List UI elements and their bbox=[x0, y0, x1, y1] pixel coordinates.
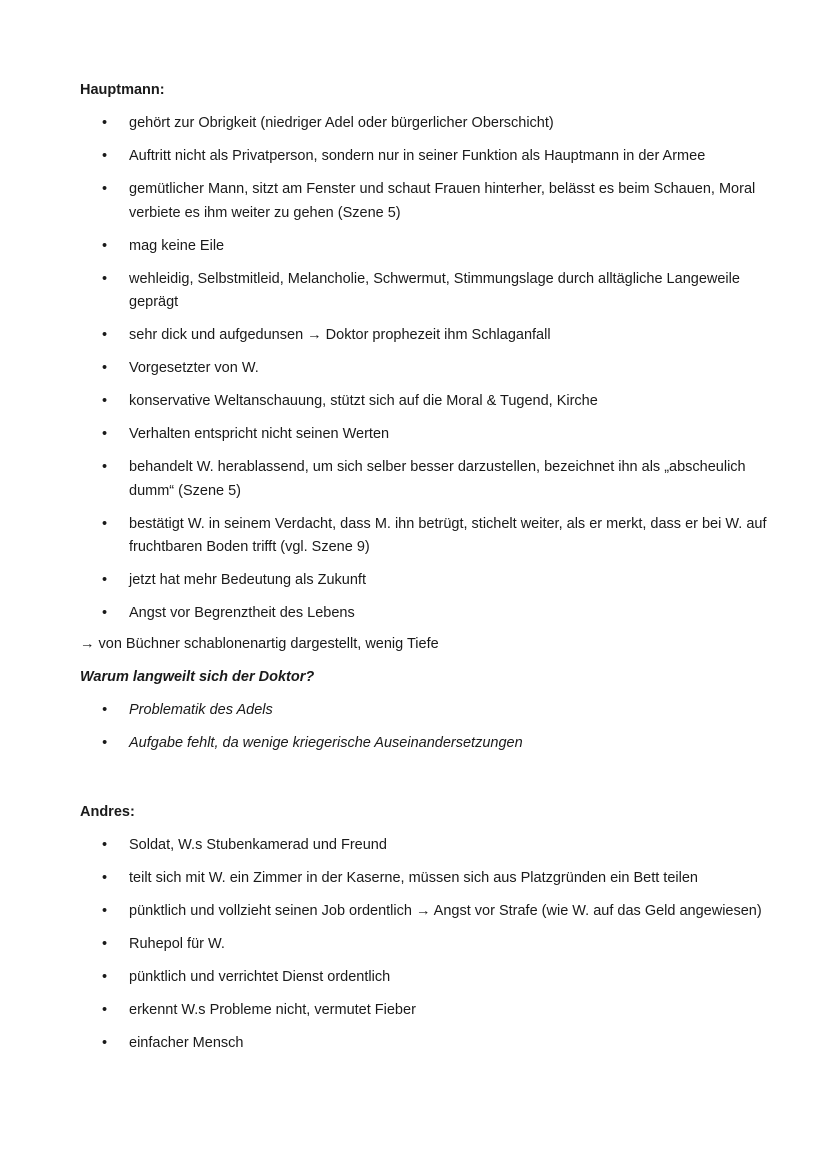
list-item bbox=[80, 456, 768, 503]
list-item-text: konservative Weltanschauung, stützt sich auf die Moral & Tugend, Kirche bbox=[129, 393, 598, 409]
list-item-text: Soldat, W.s Stubenkamerad und Freund bbox=[129, 836, 387, 853]
list-item bbox=[80, 357, 768, 381]
list-item bbox=[80, 235, 768, 259]
list-item-text: gehört zur Obrigkeit (niedriger Adel oder bürgerlicher Oberschicht) bbox=[129, 115, 554, 131]
list-item-text: pünktlich und vollzieht seinen Job ordentlich → Angst vor Strafe (wie W. auf das Geld angewiesen) bbox=[129, 902, 762, 919]
bullet-icon: • bbox=[102, 735, 108, 751]
bullet-icon: • bbox=[102, 605, 108, 621]
list-item bbox=[80, 423, 768, 447]
list-item-text: wehleidig, Selbstmitleid, Melancholie, Schwermut, Stimmungslage durch alltägliche Langeweile geprägt bbox=[129, 270, 740, 310]
list-item-text: Problematik des Adels bbox=[129, 702, 273, 718]
list-item-text: Aufgabe fehlt, da wenige kriegerische Auseinandersetzungen bbox=[129, 735, 523, 751]
list-item bbox=[80, 732, 768, 756]
list-item-text: gemütlicher Mann, sitzt am Fenster und schaut Frauen hinterher, belässt es beim Schauen, Moral verbiete es ihm weiter zu gehen (Szene 5) bbox=[129, 181, 756, 221]
bullet-icon: • bbox=[102, 836, 108, 853]
list-item bbox=[80, 900, 768, 924]
hauptmann-conclusion: → von Büchner schablonenartig dargestellt, wenig Tiefe bbox=[80, 636, 439, 652]
list-item-text: pünktlich und verrichtet Dienst ordentlich bbox=[129, 968, 391, 985]
list-item bbox=[80, 390, 768, 414]
list-item bbox=[80, 513, 768, 560]
bullet-icon: • bbox=[102, 702, 108, 718]
list-item-text: Angst vor Begrenztheit des Lebens bbox=[129, 605, 355, 621]
bullet-icon: • bbox=[102, 935, 108, 952]
list-item bbox=[80, 602, 768, 626]
list-item-text: behandelt W. herablassend, um sich selber besser darzustellen, bezeichnet ihn als „abscheulich dumm“ (Szene 5) bbox=[129, 459, 746, 499]
list-item-text: bestätigt W. in seinem Verdacht, dass M. ihn betrügt, stichelt weiter, als er merkt, dass er bei W. auf fruchtbaren Boden trifft (vgl. Szene 9) bbox=[129, 515, 767, 555]
bullet-icon: • bbox=[102, 148, 108, 164]
bullet-icon: • bbox=[102, 360, 108, 376]
bullet-icon: • bbox=[102, 968, 108, 985]
bullet-icon: • bbox=[102, 572, 108, 588]
list-item-text: jetzt hat mehr Bedeutung als Zukunft bbox=[129, 572, 366, 588]
bullet-icon: • bbox=[102, 1001, 108, 1018]
bullet-icon: • bbox=[102, 1034, 108, 1051]
bullet-icon: • bbox=[102, 426, 108, 442]
list-item-text: sehr dick und aufgedunsen → Doktor prophezeit ihm Schlaganfall bbox=[129, 327, 551, 343]
hauptmann-list bbox=[80, 112, 768, 626]
list-item-text: Auftritt nicht als Privatperson, sondern nur in seiner Funktion als Hauptmann in der Armee bbox=[129, 148, 706, 164]
heading-andres: Andres: bbox=[80, 803, 135, 820]
list-item-text: teilt sich mit W. ein Zimmer in der Kaserne, müssen sich aus Platzgründen ein Bett teilen bbox=[129, 869, 698, 886]
andres-list bbox=[80, 834, 768, 1056]
bullet-icon: • bbox=[102, 515, 108, 532]
doktor-list bbox=[80, 699, 768, 756]
list-item-text: erkennt W.s Probleme nicht, vermutet Fieber bbox=[129, 1001, 416, 1018]
bullet-icon: • bbox=[102, 327, 108, 343]
bullet-icon: • bbox=[102, 237, 108, 254]
bullet-icon: • bbox=[102, 869, 108, 886]
list-item bbox=[80, 145, 768, 169]
list-item-text: mag keine Eile bbox=[129, 237, 225, 254]
heading-hauptmann: Hauptmann: bbox=[80, 82, 165, 98]
list-item-text: einfacher Mensch bbox=[129, 1034, 244, 1051]
list-item bbox=[80, 112, 768, 136]
list-item bbox=[80, 699, 768, 723]
list-item bbox=[80, 933, 768, 957]
bullet-icon: • bbox=[102, 393, 108, 409]
bullet-icon: • bbox=[102, 902, 108, 919]
list-item bbox=[80, 966, 768, 990]
bullet-icon: • bbox=[102, 270, 108, 287]
heading-doktor-question: Warum langweilt sich der Doktor? bbox=[80, 669, 315, 685]
list-item bbox=[80, 834, 768, 858]
list-item-text: Ruhepol für W. bbox=[129, 935, 225, 952]
list-item-text: Vorgesetzter von W. bbox=[129, 360, 259, 376]
list-item bbox=[80, 268, 768, 315]
list-item bbox=[80, 569, 768, 593]
list-item-text: Verhalten entspricht nicht seinen Werten bbox=[129, 426, 390, 442]
bullet-icon: • bbox=[102, 181, 108, 197]
list-item bbox=[80, 999, 768, 1023]
list-item bbox=[80, 178, 768, 225]
list-item bbox=[80, 324, 768, 348]
bullet-icon: • bbox=[102, 459, 108, 475]
bullet-icon: • bbox=[102, 115, 108, 131]
list-item bbox=[80, 867, 768, 891]
list-item bbox=[80, 1032, 768, 1056]
